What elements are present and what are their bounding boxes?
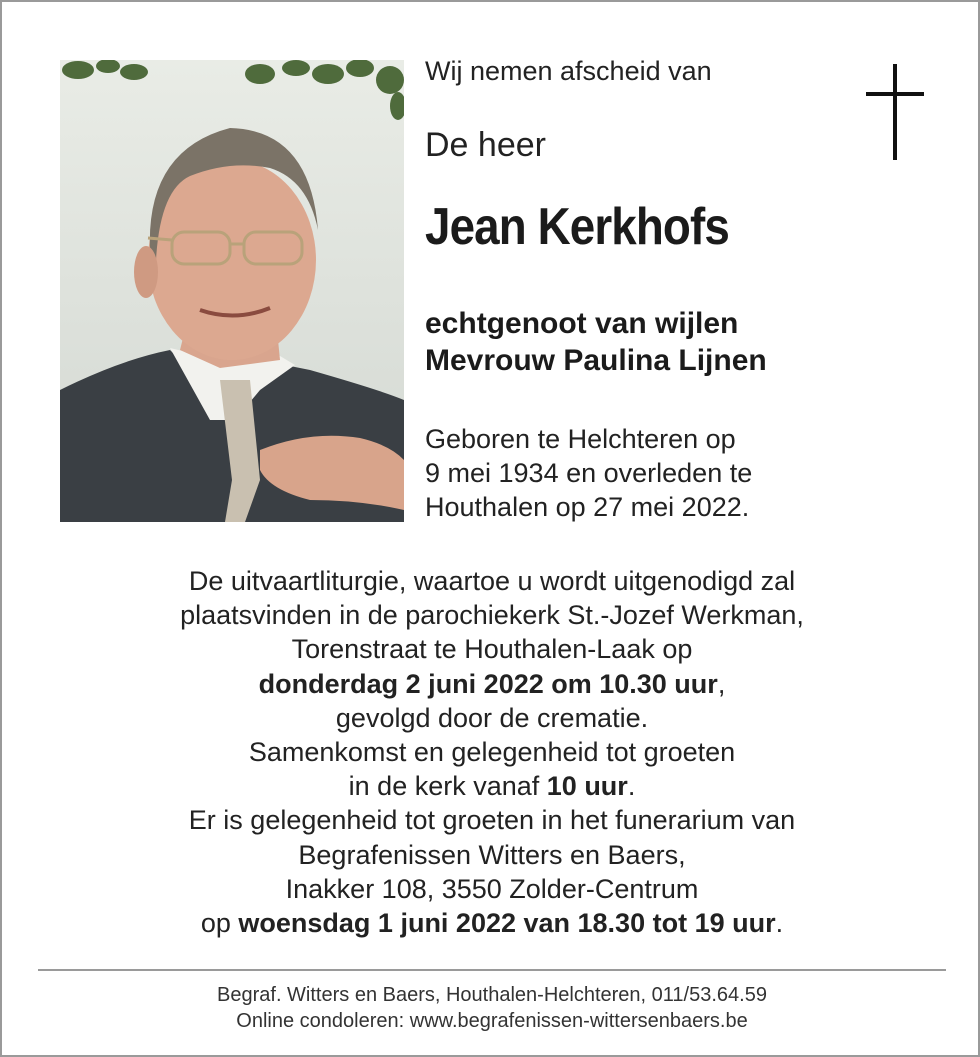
footer-divider: [38, 969, 946, 971]
gathering-prefix: in de kerk vanaf: [348, 771, 547, 802]
dates-line-3: Houthalen op 27 mei 2022.: [425, 492, 750, 522]
funeral-line-5: gevolgd door de crematie.: [335, 702, 649, 733]
funeral-line-2: plaatsvinden in de parochiekerk St.-Jozef Werkman,: [180, 600, 804, 631]
funeral-line-11: [2, 906, 980, 940]
birth-death-info: [425, 422, 752, 524]
funeral-home-contact: Begraf. Witters en Baers, Houthalen-Helchteren, 011/53.64.59: [217, 984, 767, 1006]
deceased-name: Jean Kerkhofs: [425, 198, 729, 256]
spouse-line-1: echtgenoot van wijlen: [425, 307, 739, 340]
condolence-link[interactable]: Online condoleren: www.begrafenissen-wittersenbaers.be: [236, 1010, 748, 1032]
funeral-line-4: [2, 667, 980, 701]
funeral-line-9: Begrafenissen Witters en Baers,: [298, 839, 686, 870]
funeral-line-10: Inakker 108, 3550 Zolder-Centrum: [285, 873, 699, 904]
intro-text: Wij nemen afscheid van: [425, 56, 712, 86]
dates-line-1: Geboren te Helchteren op: [425, 424, 736, 454]
ceremony-datetime: donderdag 2 juni 2022 om 10.30 uur: [258, 668, 718, 699]
footer: [2, 982, 980, 1034]
funeral-line-6: Samenkomst en gelegenheid tot groeten: [248, 737, 736, 768]
dates-line-2: 9 mei 1934 en overleden te: [425, 458, 753, 488]
funeral-line-8: Er is gelegenheid tot groeten in het funerarium van: [188, 805, 796, 836]
funeral-line-3: Torenstraat te Houthalen-Laak op: [291, 634, 693, 665]
funeral-line-7: [2, 769, 980, 803]
visitation-prefix: op: [200, 908, 239, 939]
cross-icon: [866, 64, 924, 160]
visitation-datetime: woensdag 1 juni 2022 van 18.30 tot 19 uur: [238, 908, 776, 939]
ceremony-suffix: ,: [717, 668, 726, 699]
gathering-time: 10 uur: [546, 771, 628, 802]
spouse-info: [425, 305, 767, 379]
funeral-line-1: De uitvaartliturgie, waartoe u wordt uitgenodigd zal: [188, 566, 796, 596]
salutation: De heer: [425, 126, 546, 164]
gathering-suffix: .: [627, 771, 636, 802]
portrait-photo: [60, 60, 404, 522]
spouse-line-2: Mevrouw Paulina Lijnen: [425, 344, 767, 377]
funeral-details: [2, 564, 980, 940]
visitation-suffix: .: [775, 908, 784, 939]
